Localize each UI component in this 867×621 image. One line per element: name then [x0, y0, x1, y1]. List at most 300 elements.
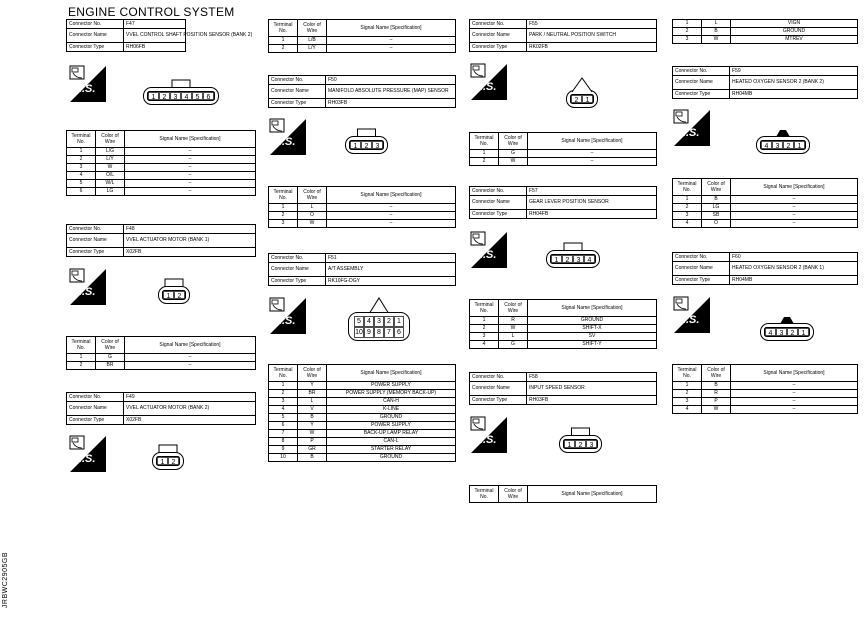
- table-row: [269, 446, 456, 454]
- table-row: [269, 414, 456, 422]
- wire-color: W: [298, 220, 327, 228]
- wire-color: L: [298, 398, 327, 406]
- terminal-no: 3: [269, 398, 298, 406]
- label-connector-type: Connector Type: [673, 90, 730, 99]
- terminal-no: 4: [673, 220, 702, 228]
- header-color: Color of Wire: [298, 187, 327, 204]
- label-connector-name: Connector Name: [67, 234, 124, 248]
- pin-number: 5: [195, 94, 200, 101]
- terminal-no: 1: [67, 354, 96, 362]
- pin-number: 8: [377, 329, 381, 336]
- value-type: RK02FB: [527, 43, 657, 52]
- header-signal: Signal Name [Specification]: [528, 300, 657, 317]
- terminal-no: 2: [269, 390, 298, 398]
- pin-number: 3: [775, 143, 780, 150]
- signal-name: –: [125, 188, 256, 196]
- value-name: A/T ASSEMBLY: [326, 263, 456, 277]
- table-row: [673, 196, 858, 204]
- terminal-no: 1: [470, 150, 499, 158]
- wire-color: O/L: [96, 172, 125, 180]
- connector-info-F50: [268, 75, 456, 108]
- table-row: [269, 398, 456, 406]
- pin-number: 1: [585, 97, 590, 104]
- wire-color: LG: [702, 204, 731, 212]
- label-connector-name: Connector Name: [673, 76, 730, 90]
- header-signal: Signal Name [Specification]: [125, 131, 256, 148]
- connector-info-F47: [66, 19, 253, 52]
- pin-number: 3: [779, 330, 784, 337]
- signal-name: SV: [528, 333, 657, 341]
- wire-color: L/Y: [96, 156, 125, 164]
- harness-side-icon: [672, 108, 710, 146]
- pin-number: 6: [397, 329, 401, 336]
- label-connector-name: Connector Name: [470, 382, 527, 396]
- terminal-no: 6: [269, 422, 298, 430]
- value-name: HEATED OXYGEN SENSOR 2 (BANK 1): [730, 262, 858, 276]
- label-connector-type: Connector Type: [67, 416, 124, 425]
- value-name: VVEL CONTROL SHAFT POSITION SENSOR (BANK 2): [124, 29, 186, 43]
- pin-number: 9: [367, 329, 371, 336]
- terminal-no: 1: [673, 196, 702, 204]
- header-terminal: Terminal No.: [470, 133, 499, 150]
- label-connector-name: Connector Name: [470, 29, 527, 43]
- wire-color: W: [702, 406, 731, 414]
- connector-info-F51: [268, 253, 456, 286]
- terminal-table-F59: [672, 178, 858, 228]
- label-connector-name: Connector Name: [67, 29, 124, 43]
- table-row: [673, 406, 858, 414]
- connector-info-F57: [469, 186, 657, 219]
- connector-info-F55: [469, 19, 657, 52]
- header-signal: Signal Name [Specification]: [327, 20, 456, 37]
- wire-color: G: [96, 354, 125, 362]
- pin-number: 3: [375, 143, 380, 150]
- pin-number: 4: [764, 143, 769, 150]
- terminal-no: 1: [67, 148, 96, 156]
- header-signal: Signal Name [Specification]: [125, 337, 256, 354]
- label-connector-type: Connector Type: [470, 43, 527, 52]
- terminal-no: 1: [673, 20, 702, 28]
- terminal-no: 1: [470, 317, 499, 325]
- signal-name: GROUND: [327, 414, 456, 422]
- label-connector-type: Connector Type: [269, 99, 326, 108]
- wire-color: BR: [298, 390, 327, 398]
- header-terminal: Terminal No.: [269, 365, 298, 382]
- value-name: PARK / NEUTRAL POSITION SWITCH: [527, 29, 657, 43]
- header-terminal: Terminal No.: [269, 20, 298, 37]
- signal-name: –: [125, 362, 256, 370]
- header-color: Color of Wire: [96, 131, 125, 148]
- header-color: Color of Wire: [702, 365, 731, 382]
- table-row: [67, 188, 256, 196]
- signal-name: –: [125, 172, 256, 180]
- terminal-table-F47: [66, 130, 256, 196]
- terminal-no: 8: [269, 438, 298, 446]
- signal-name: GROUND: [528, 317, 657, 325]
- wire-color: BR: [96, 362, 125, 370]
- wire-color: Y: [298, 382, 327, 390]
- signal-name: –: [125, 164, 256, 172]
- signal-name: BACK-UP LAMP RELAY: [327, 430, 456, 438]
- page-title: ENGINE CONTROL SYSTEM: [68, 5, 235, 19]
- connector-face-F59: [756, 124, 810, 154]
- terminal-table-F56: [672, 19, 858, 44]
- header-terminal: Terminal No.: [269, 187, 298, 204]
- label-connector-no: Connector No.: [269, 254, 326, 263]
- pin-number: 2: [387, 318, 391, 325]
- pin-number: 1: [397, 318, 401, 325]
- terminal-no: 1: [269, 382, 298, 390]
- label-connector-name: Connector Name: [269, 85, 326, 99]
- terminal-table-F50prev: [268, 19, 456, 53]
- value-name: VVEL ACTUATOR MOTOR (BANK 1): [124, 234, 256, 248]
- wire-color: W/L: [96, 180, 125, 188]
- label-connector-no: Connector No.: [269, 76, 326, 85]
- label-connector-type: Connector Type: [67, 248, 124, 257]
- connector-info-F60: [672, 252, 858, 285]
- terminal-no: 2: [67, 362, 96, 370]
- wire-color: R: [499, 317, 528, 325]
- pin-number: 1: [160, 459, 165, 466]
- pin-number: 3: [576, 257, 581, 264]
- value-type: RH03FB: [326, 99, 456, 108]
- connector-face-F47: [143, 75, 219, 105]
- hs-label: H.S.: [475, 434, 497, 446]
- value-type: X02FB: [124, 248, 256, 257]
- terminal-no: 7: [269, 430, 298, 438]
- header-signal: Signal Name [Specification]: [327, 187, 456, 204]
- pin-number: 7: [387, 329, 391, 336]
- header-signal: Signal Name [Specification]: [528, 133, 657, 150]
- pin-number: 2: [162, 94, 167, 101]
- header-terminal: Terminal No.: [673, 179, 702, 196]
- value-name: INPUT SPEED SENSOR: [527, 382, 657, 396]
- label-connector-type: Connector Type: [269, 277, 326, 286]
- table-row: [67, 180, 256, 188]
- header-terminal: Terminal No.: [67, 337, 96, 354]
- connector-face-F49: [152, 440, 184, 470]
- table-row: [470, 325, 657, 333]
- wire-color: B: [298, 414, 327, 422]
- terminal-no: 2: [67, 156, 96, 164]
- pin-number: 1: [797, 143, 802, 150]
- header-terminal: Terminal No.: [67, 131, 96, 148]
- wire-color: G: [499, 150, 528, 158]
- harness-side-icon: [268, 117, 306, 155]
- connector-face-F60: [760, 311, 814, 341]
- connector-info-F58: [469, 372, 657, 405]
- terminal-table-F50: [268, 186, 456, 228]
- table-row: [67, 156, 256, 164]
- table-row: [470, 150, 657, 158]
- label-connector-type: Connector Type: [67, 43, 124, 52]
- signal-name: –: [731, 212, 858, 220]
- header-color: Color of Wire: [298, 365, 327, 382]
- terminal-no: 2: [673, 28, 702, 36]
- signal-name: SHIFT-Y: [528, 341, 657, 349]
- table-row: [673, 20, 858, 28]
- label-connector-name: Connector Name: [269, 263, 326, 277]
- value-no: F59: [730, 67, 858, 76]
- terminal-no: 1: [269, 204, 298, 212]
- table-row: [673, 28, 858, 36]
- signal-name: –: [327, 212, 456, 220]
- wire-color: LG: [96, 188, 125, 196]
- signal-name: CAN-L: [327, 438, 456, 446]
- pin-number: 10: [355, 329, 363, 336]
- wire-color: W: [96, 164, 125, 172]
- wire-color: SB: [702, 212, 731, 220]
- signal-name: MTREV: [731, 36, 858, 44]
- label-connector-type: Connector Type: [673, 276, 730, 285]
- wire-color: L/B: [298, 37, 327, 45]
- signal-name: –: [327, 45, 456, 53]
- hs-label: H.S.: [475, 81, 497, 93]
- wire-color: W: [499, 325, 528, 333]
- hs-label: H.S.: [274, 136, 296, 148]
- wire-color: GR: [298, 446, 327, 454]
- header-color: Color of Wire: [499, 133, 528, 150]
- signal-name: K-LINE: [327, 406, 456, 414]
- hs-label: H.S.: [74, 286, 96, 298]
- terminal-no: 5: [67, 180, 96, 188]
- value-type: RK10FG-DGY: [326, 277, 456, 286]
- pin-number: 1: [801, 330, 806, 337]
- value-no: F47: [124, 20, 186, 29]
- signal-name: SHIFT-X: [528, 325, 657, 333]
- pin-number: 2: [177, 293, 182, 300]
- hs-label: H.S.: [74, 83, 96, 95]
- terminal-no: 3: [269, 220, 298, 228]
- header-color: Color of Wire: [499, 300, 528, 317]
- hs-label: H.S.: [678, 127, 700, 139]
- table-row: [269, 220, 456, 228]
- value-name: VVEL ACTUATOR MOTOR (BANK 2): [124, 402, 256, 416]
- terminal-no: 3: [673, 36, 702, 44]
- wire-color: P: [702, 398, 731, 406]
- label-connector-type: Connector Type: [470, 396, 527, 405]
- wire-color: G: [499, 341, 528, 349]
- wire-color: B: [298, 454, 327, 462]
- terminal-no: 3: [67, 164, 96, 172]
- value-no: F57: [527, 187, 657, 196]
- terminal-no: 10: [269, 454, 298, 462]
- header-signal: Signal Name [Specification]: [528, 486, 657, 503]
- wire-color: B: [702, 28, 731, 36]
- table-row: [67, 148, 256, 156]
- value-type: RH04MB: [730, 90, 858, 99]
- table-row: [269, 382, 456, 390]
- connector-info-F59: [672, 66, 858, 99]
- value-type: RH04MB: [730, 276, 858, 285]
- terminal-no: 2: [470, 325, 499, 333]
- signal-name: –: [731, 204, 858, 212]
- pin-number: 4: [587, 257, 592, 264]
- value-no: F55: [527, 20, 657, 29]
- wire-color: L: [702, 20, 731, 28]
- wire-color: W: [298, 430, 327, 438]
- table-row: [67, 362, 256, 370]
- hs-label: H.S.: [274, 315, 296, 327]
- header-color: Color of Wire: [499, 486, 528, 503]
- terminal-table-F60: [672, 364, 858, 414]
- signal-name: –: [528, 158, 657, 166]
- signal-name: –: [327, 204, 456, 212]
- harness-side-icon: [68, 267, 106, 305]
- pin-number: 2: [565, 257, 570, 264]
- value-type: RH04FB: [527, 210, 657, 219]
- signal-name: –: [125, 156, 256, 164]
- label-connector-no: Connector No.: [67, 20, 124, 29]
- table-row: [673, 382, 858, 390]
- table-row: [269, 454, 456, 462]
- terminal-table-F58: [469, 485, 657, 503]
- pin-number: 1: [567, 442, 572, 449]
- terminal-no: 4: [470, 341, 499, 349]
- table-row: [269, 430, 456, 438]
- label-connector-no: Connector No.: [470, 20, 527, 29]
- terminal-no: 2: [673, 390, 702, 398]
- pin-number: 3: [173, 94, 178, 101]
- header-signal: Signal Name [Specification]: [731, 365, 858, 382]
- signal-name: –: [731, 390, 858, 398]
- pin-number: 1: [353, 143, 358, 150]
- signal-name: –: [327, 220, 456, 228]
- connector-info-F48: [66, 224, 256, 257]
- wire-color: Y: [298, 422, 327, 430]
- table-row: [470, 341, 657, 349]
- wire-color: P: [298, 438, 327, 446]
- pin-number: 3: [589, 442, 594, 449]
- table-row: [67, 164, 256, 172]
- label-connector-no: Connector No.: [470, 373, 527, 382]
- value-type: RH03FB: [527, 396, 657, 405]
- harness-side-icon: [268, 296, 306, 334]
- signal-name: GROUND: [731, 28, 858, 36]
- signal-name: VIGN: [731, 20, 858, 28]
- wire-color: L: [499, 333, 528, 341]
- value-type: RH06FB: [124, 43, 186, 52]
- signal-name: POWER SUPPLY: [327, 422, 456, 430]
- label-connector-no: Connector No.: [67, 393, 124, 402]
- connector-info-F49: [66, 392, 256, 425]
- signal-name: –: [731, 406, 858, 414]
- label-connector-type: Connector Type: [470, 210, 527, 219]
- label-connector-name: Connector Name: [673, 262, 730, 276]
- connector-face-F55: [566, 78, 598, 108]
- signal-name: –: [731, 398, 858, 406]
- pin-number: 2: [364, 143, 369, 150]
- wire-color: W: [499, 158, 528, 166]
- table-row: [673, 36, 858, 44]
- table-row: [673, 390, 858, 398]
- signal-name: –: [731, 382, 858, 390]
- table-row: [673, 204, 858, 212]
- label-connector-name: Connector Name: [67, 402, 124, 416]
- wire-color: W: [702, 36, 731, 44]
- header-terminal: Terminal No.: [673, 365, 702, 382]
- header-color: Color of Wire: [298, 20, 327, 37]
- terminal-no: 9: [269, 446, 298, 454]
- terminal-no: 1: [269, 37, 298, 45]
- value-name: GEAR LEVER POSITION SENSOR: [527, 196, 657, 210]
- connector-face-F57: [546, 238, 600, 268]
- value-no: F50: [326, 76, 456, 85]
- pin-number: 2: [171, 459, 176, 466]
- connector-face-F58: [559, 423, 602, 453]
- signal-name: CAN-H: [327, 398, 456, 406]
- signal-name: POWER SUPPLY: [327, 382, 456, 390]
- figure-code: JRBWC2905GB: [2, 552, 9, 609]
- signal-name: STARTER RELAY: [327, 446, 456, 454]
- wire-color: L/Y: [298, 45, 327, 53]
- connector-face-F51: [348, 298, 410, 342]
- header-color: Color of Wire: [702, 179, 731, 196]
- table-row: [269, 438, 456, 446]
- table-row: [673, 212, 858, 220]
- terminal-table-F57: [469, 299, 657, 349]
- harness-side-icon: [68, 434, 106, 472]
- terminal-no: 5: [269, 414, 298, 422]
- signal-name: –: [731, 220, 858, 228]
- signal-name: –: [125, 354, 256, 362]
- signal-name: –: [528, 150, 657, 158]
- pin-number: 2: [578, 442, 583, 449]
- wire-color: L/G: [96, 148, 125, 156]
- terminal-table-F55: [469, 132, 657, 166]
- harness-side-icon: [469, 230, 507, 268]
- harness-side-icon: [469, 415, 507, 453]
- pin-number: 2: [786, 143, 791, 150]
- value-no: F48: [124, 225, 256, 234]
- header-signal: Signal Name [Specification]: [731, 179, 858, 196]
- value-name: HEATED OXYGEN SENSOR 2 (BANK 2): [730, 76, 858, 90]
- signal-name: –: [125, 148, 256, 156]
- pin-number: 5: [357, 318, 361, 325]
- table-row: [269, 204, 456, 212]
- wire-color: R: [702, 390, 731, 398]
- value-no: F58: [527, 373, 657, 382]
- table-row: [470, 158, 657, 166]
- header-signal: Signal Name [Specification]: [327, 365, 456, 382]
- pin-number: 1: [151, 94, 156, 101]
- terminal-no: 2: [269, 45, 298, 53]
- table-row: [269, 390, 456, 398]
- connector-face-F50: [345, 124, 388, 154]
- value-type: X02FB: [124, 416, 256, 425]
- wire-color: B: [702, 196, 731, 204]
- pin-number: 1: [166, 293, 171, 300]
- table-row: [470, 317, 657, 325]
- hs-label: H.S.: [475, 249, 497, 261]
- table-row: [67, 354, 256, 362]
- pin-number: 4: [184, 94, 189, 101]
- terminal-no: 2: [269, 212, 298, 220]
- table-row: [269, 406, 456, 414]
- terminal-no: 3: [470, 333, 499, 341]
- terminal-no: 4: [67, 172, 96, 180]
- pin-number: 6: [206, 94, 211, 101]
- terminal-table-F48: [66, 336, 256, 370]
- table-row: [67, 172, 256, 180]
- table-row: [269, 422, 456, 430]
- signal-name: GROUND: [327, 454, 456, 462]
- pin-number: 2: [790, 330, 795, 337]
- terminal-no: 6: [67, 188, 96, 196]
- harness-side-icon: [68, 64, 106, 102]
- harness-side-icon: [672, 295, 710, 333]
- label-connector-no: Connector No.: [67, 225, 124, 234]
